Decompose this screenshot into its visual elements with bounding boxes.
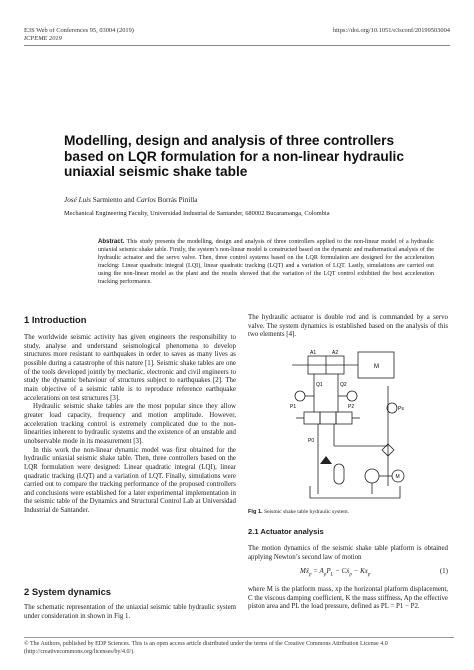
abstract-label: Abstract.	[98, 238, 125, 245]
conference-name: ICPEME 2019	[24, 35, 62, 42]
affiliation: Mechanical Engineering Faculty, Universidad Industrial de Santander, 680002 Bucaramanga, Colombia	[64, 210, 330, 217]
author2-given: Carlos	[136, 196, 156, 204]
section1-body	[24, 334, 236, 516]
section1-paragraph: The worldwide seismic activity has given engineers the responsibility to study, analyse and understand seismological phenomena to develop structures more resistant to earthquakes in order to saves as many lives as possible during a catastrophe of this nature [1]. Seismic shake tables are one of the tools developed jointly by mechanic, electronic and civil engineers to study the dynamic behaviour of structures subject to earthquakes [2]. The main objective of a seismic table is to reproduce reference earthquake accelerations on test structures [3].	[24, 334, 236, 402]
equation-body: Mẍ$_p$ = $A_pP_L$ − Cẋ$_p$ − $Kx_p$	[300, 567, 371, 578]
abstract-text: This study presents the modelling, design and analysis of three controllers applied to the non-linear model of a hydraulic uniaxial seismic shake table. Firstly, the system’s non-linear model is constructed based on the dynamic and mathematical analysis of the hydraulic actuator and the servo valve. Then, three control systems based on the LQR formulation are designed for the acceleration tracking: Linear quadratic integral (LQI), linear quadratic tracking (LQT) and a variation of LQT. Lastly, simulations are carried out using the non-linear model as the plant and the results showed that the variation of the LQT control exhibited the best acceleration tracking performance.	[98, 239, 434, 285]
header-rule	[24, 45, 450, 46]
section1-paragraph: In this work the non-linear dynamic model was first obtained for the hydraulic uniaxial seismic shake table. Then, three controllers based on the LQR formulation were designed: Linear quadratic integral (LQI), linear quadratic tracking (LQT) and a variation of LQT. Finally, simulations were carried out to compare the tracking performance of the proposed controllers and conclusions were established for a later experimental implementation in the seismic table of the Dynamics and Structural Control Lab at Universidad Industrial de Santander.	[24, 446, 236, 515]
paper-title: Modelling, design and analysis of three controllers based on LQR formulation for a non-linear hydraulic uniaxial seismic shake table	[64, 133, 404, 179]
journal-reference: E3S Web of Conferences 95, 03004 (2019)	[24, 27, 134, 34]
label-p2: P2	[348, 404, 355, 410]
author1-given: José Luis	[64, 196, 91, 204]
author2-family: Borrás Pinilla	[157, 196, 198, 204]
actuator-paragraph: The motion dynamics of the seismic shake table platform is obtained applying Newton’s second law of motion	[248, 545, 448, 561]
label-p1: P1	[290, 404, 297, 410]
check-valve-arrow	[320, 456, 332, 464]
label-mass: M	[374, 364, 379, 370]
definition-paragraph: where M is the platform mass, xp the horizontal platform displacement, C the viscous damping coefficient, K the mass stiffness, Ap the effective piston area and PL the load pressure, defined as PL = P1 − P2.	[248, 586, 448, 611]
supply-pressure-gauge	[387, 403, 397, 413]
author1-family: Sarmiento	[92, 196, 123, 204]
footer-rule	[24, 637, 454, 638]
tank	[310, 486, 400, 498]
pressure-gauge-p2	[347, 391, 357, 401]
pump	[365, 469, 379, 483]
accumulator	[334, 464, 344, 484]
subsection-heading: 2.1 Actuator analysis	[248, 527, 324, 536]
figure-caption-text: Seismic shake table hydraulic system.	[264, 509, 349, 515]
figure-label: Fig 1.	[248, 509, 263, 515]
section1-paragraph: Hydraulic seismic shake tables are the most popular since they allow greater load capacity, frequency and motion amplitude. However, acceleration tracking control is extremely complicated due to the non-linearities inherent to hydraulic systems and the existence of an unstable and unobservable mode in its measurement [3].	[24, 403, 236, 445]
hydraulic-system-figure	[288, 346, 420, 506]
section2-paragraph: The schematic representation of the uniaxial seismic table hydraulic system under consideration in shown in Fig 1.	[24, 604, 236, 620]
label-a1: A1	[310, 350, 317, 356]
author-list	[64, 196, 197, 204]
abstract	[98, 238, 434, 286]
label-motor: M	[395, 474, 400, 480]
license-footer: © The Authors, published by EDP Sciences. This is an open access article distributed under the terms of the Creative Commons Attribution License 4.0 (http://creativecommons.org/licenses/by/4.0/).	[24, 641, 388, 655]
label-q1: Q1	[316, 382, 323, 388]
author-conjunction: and	[124, 196, 135, 204]
section2-heading: 2 System dynamics	[24, 586, 112, 597]
right-intro-paragraph: The hydraulic actuator is double rod and is commanded by a servo valve. The system dynamics is established based on the analysis of this two elements [4].	[248, 314, 448, 339]
label-a2: A2	[332, 350, 339, 356]
label-p0: P0	[308, 438, 315, 444]
label-q2: Q2	[340, 382, 347, 388]
figure-caption	[248, 509, 349, 515]
pressure-gauge-p1	[295, 391, 305, 401]
equation-number: (1)	[439, 567, 448, 575]
label-ps: Ps	[398, 406, 404, 412]
section1-heading: 1 Introduction	[24, 314, 87, 325]
servo-valve-block	[304, 412, 320, 424]
doi-link[interactable]: https://doi.org/10.1051/e3sconf/20199503004	[332, 27, 450, 34]
